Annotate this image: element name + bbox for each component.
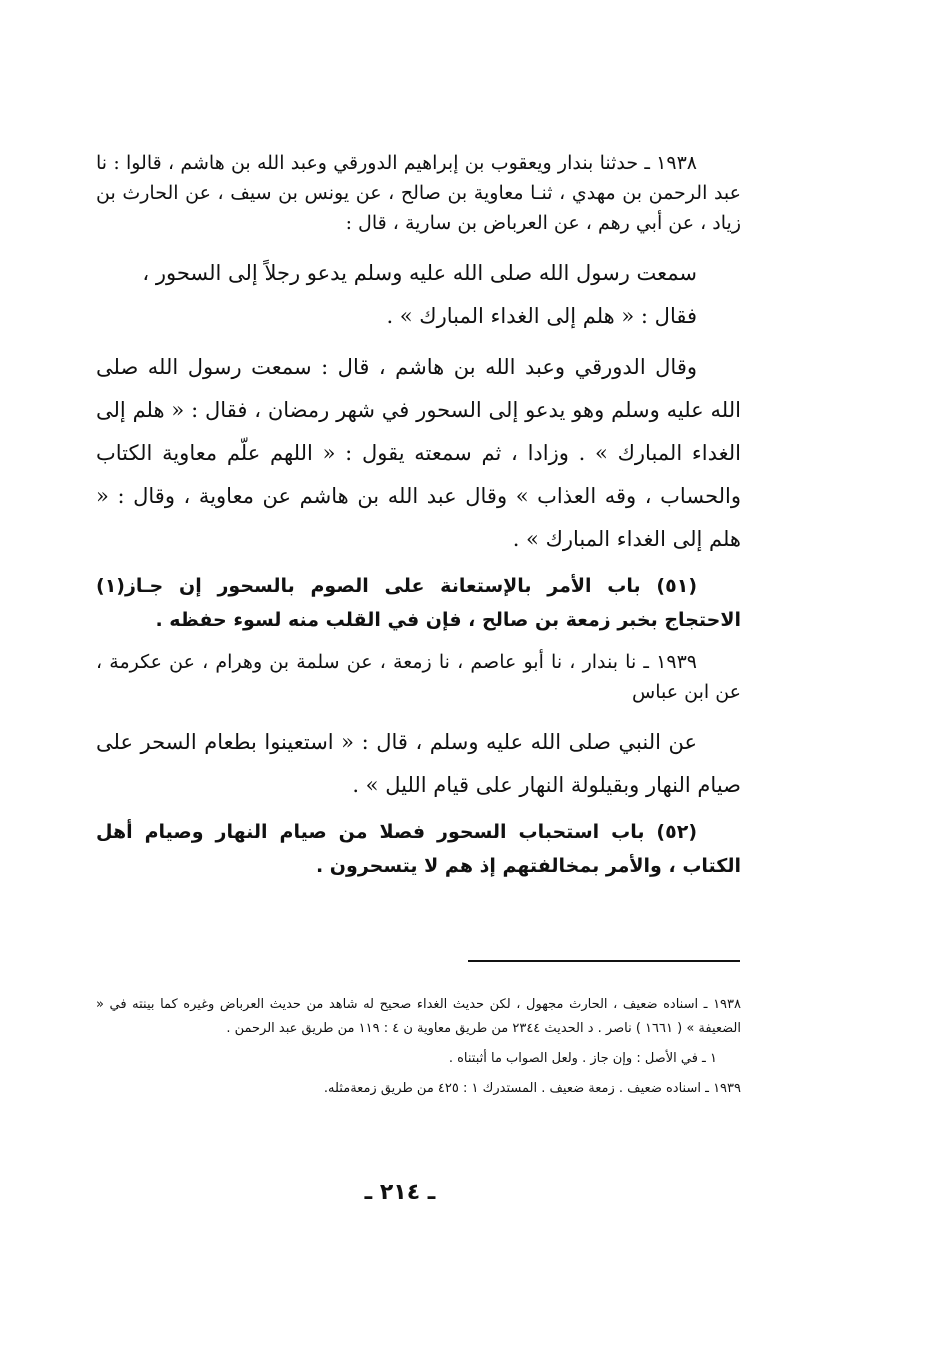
hadith-1939-matn: عن النبي صلى الله عليه وسلم ، قال : « استعينوا بطعام السحر على صيام النهار وبقيلولة النهار على قيام الليل » . xyxy=(96,730,741,797)
page-number: ـ ٢١٤ ـ xyxy=(364,1180,436,1205)
hadith-1938-matn xyxy=(96,252,741,338)
hadith-1938-isnad: ١٩٣٨ ـ حدثنا بندار ويعقوب بن إبراهيم الدورقي وعبد الله بن هاشم ، قالوا : نا عبد الرحمن بن مهدي ، ثنـا معاوية بن صالح ، عن يونس بن سيف ، عن الحارث بن زياد ، عن أبي رهم ، عن العرباض بن سارية ، قال : xyxy=(96,152,741,234)
footnote-1939: ١٩٣٩ ـ اسناده ضعيف . زمعة ضعيف . المستدرك ١ : ٤٢٥ من طريق زمعةمثله. xyxy=(323,1081,741,1096)
hadith-1938-riwaya: وقال الدورقي وعبد الله بن هاشم ، قال : سمعت رسول الله صلى الله عليه وسلم وهو يدعو إلى السحور في شهر رمضان ، فقال : « هلم إلى الغداء المبارك » . وزادا ، ثم سمعته يقول : « اللهم علّم معاوية الكتاب والحساب ، وقه العذاب » وقال عبد الله بن هاشم عن معاوية ، وقال : « هلم إلى الغداء المبارك » . xyxy=(96,355,741,551)
main-text xyxy=(96,148,741,893)
chapter-51-heading: (٥١) باب الأمر بالإستعانة على الصوم بالسحور إن جـاز(١) الاحتجاج بخبر زمعة بن صالح ، فإن في القلب منه لسوء حفظه . xyxy=(96,575,741,631)
hadith-1938-matn-line-2: فقال : « هلم إلى الغداء المبارك » . xyxy=(386,304,697,328)
chapter-52-heading: (٥٢) باب استحباب السحور فصلا من صيام النهار وصيام أهل الكتاب ، والأمر بمخالفتهم إذ هم لا يتسحرون . xyxy=(96,821,741,877)
hadith-1939-isnad: ١٩٣٩ ـ نا بندار ، نا أبو عاصم ، نا زمعة ، عن سلمة بن وهرام ، عن عكرمة ، عن ابن عباس xyxy=(96,651,741,703)
footnotes xyxy=(96,993,741,1101)
footnote-divider xyxy=(468,960,740,962)
hadith-1938-matn-line-1: سمعت رسول الله صلى الله عليه وسلم يدعو رجلاً إلى السحور ، xyxy=(142,261,697,285)
footnote-1: ١ ـ في الأصل : وإن جاز . ولعل الصواب ما أثبتناه . xyxy=(448,1051,717,1066)
footnote-1938: ١٩٣٨ ـ اسناده ضعيف ، الحارث مجهول ، لكن حديث الغداء صحيح له شاهد من حديث العرباض وغيره كما بينته في « الضعيفة » ( ١٦٦١ ) ناصر . د الحديث ٢٣٤٤ من طريق معاوية ن ٤ : ١١٩ من طريق عبد الرحمن . xyxy=(96,997,741,1036)
